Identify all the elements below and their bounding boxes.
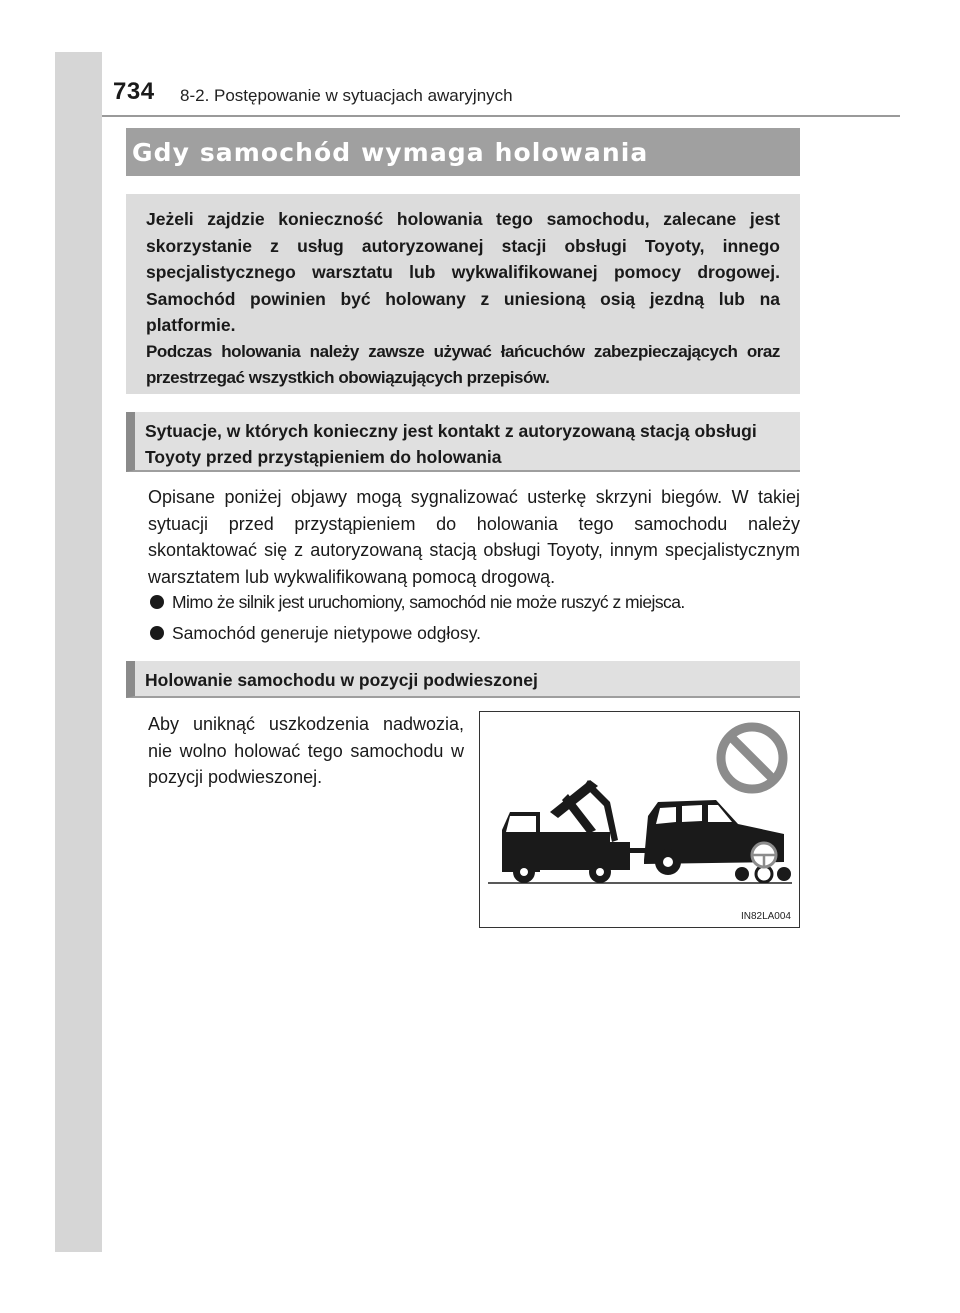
subsection-heading-suspended-towing	[126, 661, 800, 698]
intro-box	[126, 194, 800, 394]
section-title: Gdy samochód wymaga holowania	[132, 137, 649, 167]
side-margin-strip	[55, 52, 102, 1252]
prohibited-towing-illustration	[480, 712, 799, 927]
steering-wheel-icon	[752, 843, 776, 867]
subsection-heading-text: Sytuacje, w których konieczny jest kontakt z autoryzowaną stacją obsługi Toyoty przed przystąpieniem do holowania	[145, 421, 757, 467]
intro-paragraph-safety: Podczas holowania należy zawsze używać łańcuchów zabezpieczających oraz przestrzegać wszystkich obowiązujących przepisów.	[146, 341, 780, 387]
bullet-text: Mimo że silnik jest uruchomiony, samochód nie może ruszyć z miejsca.	[172, 592, 685, 612]
bullet-item	[148, 621, 481, 645]
subsection-heading-text: Holowanie samochodu w pozycji podwieszonej	[145, 670, 538, 690]
subsection-heading-contact	[126, 412, 800, 472]
bullet-dot-icon	[150, 595, 164, 609]
intro-paragraph: Jeżeli zajdzie konieczność holowania tego samochodu, zalecane jest skorzystanie z usług autoryzowanej stacji obsługi Toyoty, innego specjalistycznego warsztatu lub wykwalifikowanej pomocy drogowej. Samochód powinien być holowany z uniesioną osią jezdną lub na platformie.	[146, 209, 780, 335]
prohibited-sign-icon	[721, 727, 783, 789]
towed-car-icon	[644, 800, 791, 882]
header-rule	[102, 115, 900, 117]
symptoms-paragraph: Opisane poniżej objawy mogą sygnalizować usterkę skrzyni biegów. W takiej sytuacji przed przystąpieniem do holowania tego samochodu należy skontaktować się z autoryzowaną stacją obsługi Toyoty, innym specjalistycznym warsztatem lub wykwalifikowaną pomocą drogową.	[148, 487, 800, 587]
suspended-towing-paragraph: Aby uniknąć uszkodzenia nadwozia, nie wolno holować tego samochodu w pozycji podwieszonej.	[148, 714, 464, 787]
section-title-bar	[126, 128, 800, 176]
bullet-item	[148, 590, 685, 614]
bullet-text: Samochód generuje nietypowe odgłosy.	[172, 623, 482, 643]
figure-code: IN82LA004	[740, 911, 791, 922]
running-header: 8-2. Postępowanie w sytuacjach awaryjnych	[180, 86, 513, 105]
towing-figure	[479, 711, 800, 928]
tow-truck-icon	[502, 780, 646, 883]
bullet-dot-icon	[150, 626, 164, 640]
page-number: 734	[113, 78, 155, 105]
